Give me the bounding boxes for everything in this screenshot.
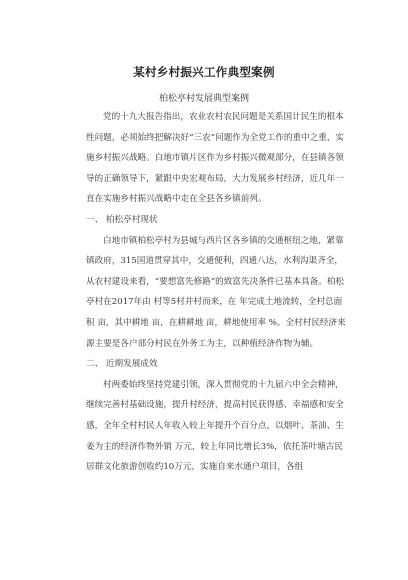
paragraph-results: 村两委始终坚持党建引领，深入贯彻党的十九届六中全会精神，继续完善村基础设施，提升村经济，提高村民获得感、幸福感和安全感，全年全村村民人年收入较上年提升个百分点，以烟叶、茶油、生姜为主的经济作物外销 万元，较上年同比增长3%，依托茶叶塘古民居群文化旅游创收约10万元，实施自来水通户项目，各组 — [86, 379, 344, 473]
document-body — [86, 107, 348, 478]
paragraph-status: 白地市镇柏松亭村为县城与西片区各乡镇的交通枢纽之地，紧靠镇政府，315国道贯穿其中，交通便利，四通八达，水利沟渠齐全，从农村建设来看，“要想富先修路”的致富先决条件已基本具备。柏松亭村在2017年由 村等5村并村而来，在 年完成土地流转，全村总面积 亩，其中耕地 亩，在耕耕地 亩，耕地使用率 %。全村村民经济来源主要是各户部分村民在外务工为主，以种植经济作物为辅。 — [86, 235, 346, 349]
section-heading-status: 一、 柏松亭村现状 — [86, 214, 158, 225]
document-subtitle: 柏松亭村发展典型案例 — [158, 94, 249, 104]
document-title: 某村乡村振兴工作典型案例 — [133, 65, 275, 79]
section-heading-results: 二、 近期发展成效 — [86, 359, 158, 370]
paragraph-intro: 党的十九大报告指出，农业农村农民问题是关系国计民生的根本性问题，必须始终把解决好“三农”问题作为全党工作的重中之重，实施乡村振兴战略。白地市镇片区作为乡村振兴微观部分，在县镇各领导的正确领导下，紧跟中央宏观布局，大力发展乡村经济，近几年一直在实施乡村振兴战略中走在全县各乡镇前列。 — [86, 112, 345, 205]
